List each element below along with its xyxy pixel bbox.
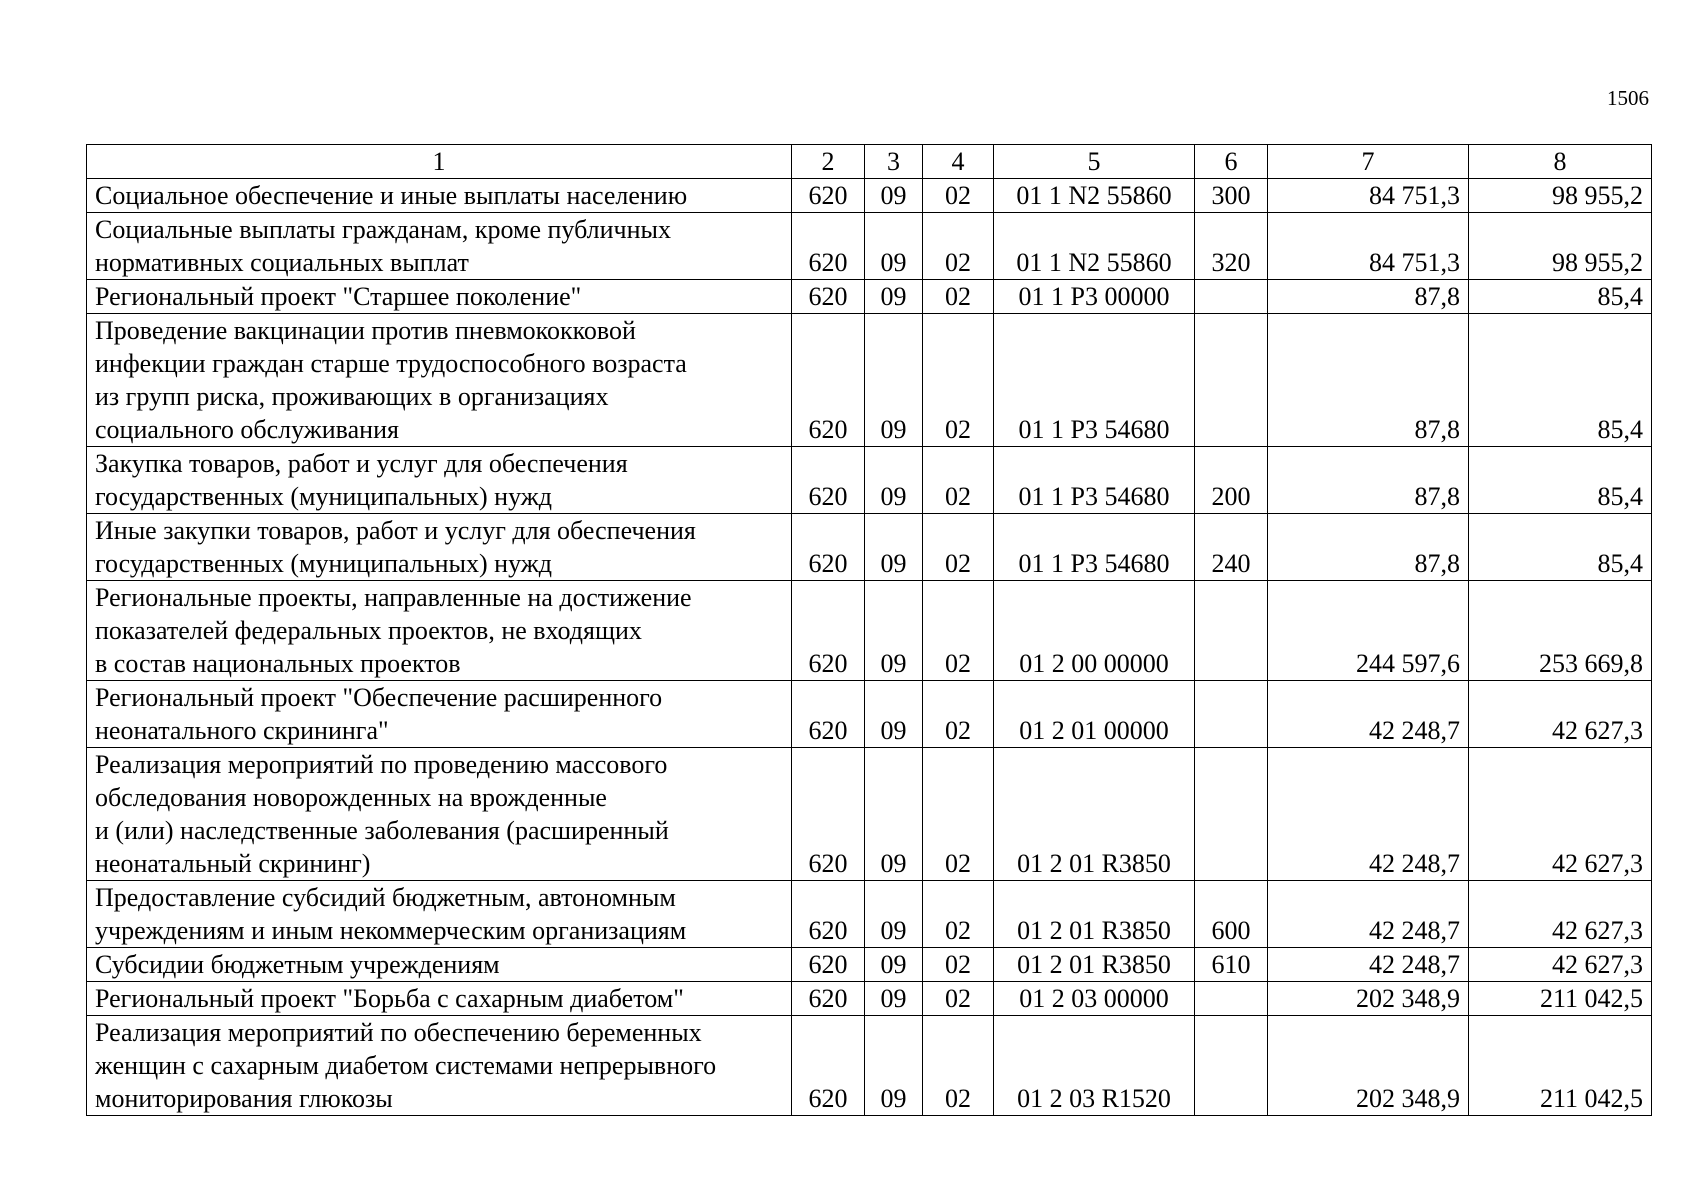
item-name-line: Социальные выплаты гражданам, кроме публичных	[95, 215, 671, 244]
section-code-cell: 09	[865, 948, 923, 982]
item-name-line: государственных (муниципальных) нужд	[95, 482, 552, 511]
subsection-code-cell: 02	[923, 514, 994, 581]
table-row	[87, 314, 1652, 447]
section-code-cell: 09	[865, 982, 923, 1016]
section-code-cell: 09	[865, 280, 923, 314]
item-name-line: Региональный проект "Старшее поколение"	[95, 282, 582, 311]
item-name-cell	[87, 213, 792, 280]
target-article-cell: 01 1 P3 54680	[994, 314, 1195, 447]
section-code-cell: 09	[865, 581, 923, 681]
item-name-line: Проведение вакцинации против пневмококковой	[95, 316, 636, 345]
target-article-cell: 01 2 01 R3850	[994, 748, 1195, 881]
header-cell-2: 2	[792, 145, 865, 179]
item-name-line: Региональный проект "Борьба с сахарным диабетом"	[95, 984, 684, 1013]
amount-col7-cell: 84 751,3	[1268, 213, 1469, 280]
subsection-code-cell: 02	[923, 213, 994, 280]
table-row	[87, 280, 1652, 314]
expense-type-cell: 300	[1195, 179, 1268, 213]
amount-col7-cell: 84 751,3	[1268, 179, 1469, 213]
section-code-cell: 09	[865, 514, 923, 581]
subsection-code-cell: 02	[923, 280, 994, 314]
section-code-cell: 09	[865, 748, 923, 881]
section-code-cell: 09	[865, 314, 923, 447]
subsection-code-cell: 02	[923, 447, 994, 514]
item-name-line: нормативных социальных выплат	[95, 248, 469, 277]
chapter-code-cell: 620	[792, 213, 865, 280]
expense-type-cell	[1195, 982, 1268, 1016]
table-row	[87, 514, 1652, 581]
subsection-code-cell: 02	[923, 1016, 994, 1116]
target-article-cell: 01 1 P3 54680	[994, 514, 1195, 581]
target-article-cell: 01 2 03 00000	[994, 982, 1195, 1016]
item-name-line: Реализация мероприятий по проведению массового	[95, 750, 668, 779]
expense-type-cell: 610	[1195, 948, 1268, 982]
subsection-code-cell: 02	[923, 982, 994, 1016]
item-name-line: социального обслуживания	[95, 415, 399, 444]
header-cell-4: 4	[923, 145, 994, 179]
target-article-cell: 01 1 P3 54680	[994, 447, 1195, 514]
item-name-line: Предоставление субсидий бюджетным, автономным	[95, 883, 676, 912]
table-row	[87, 681, 1652, 748]
chapter-code-cell: 620	[792, 948, 865, 982]
chapter-code-cell: 620	[792, 314, 865, 447]
item-name-cell	[87, 1016, 792, 1116]
expense-type-cell	[1195, 314, 1268, 447]
amount-col7-cell: 87,8	[1268, 314, 1469, 447]
subsection-code-cell: 02	[923, 581, 994, 681]
expense-type-cell	[1195, 280, 1268, 314]
table-row	[87, 447, 1652, 514]
chapter-code-cell: 620	[792, 982, 865, 1016]
target-article-cell: 01 2 01 R3850	[994, 948, 1195, 982]
item-name-cell	[87, 581, 792, 681]
item-name-cell	[87, 447, 792, 514]
section-code-cell: 09	[865, 881, 923, 948]
item-name-line: из групп риска, проживающих в организациях	[95, 382, 609, 411]
item-name-line: и (или) наследственные заболевания (расширенный	[95, 816, 669, 845]
budget-table	[86, 144, 1652, 1116]
target-article-cell: 01 1 N2 55860	[994, 213, 1195, 280]
target-article-cell: 01 2 01 00000	[994, 681, 1195, 748]
chapter-code-cell: 620	[792, 514, 865, 581]
amount-col8-cell: 85,4	[1469, 447, 1652, 514]
item-name-cell	[87, 314, 792, 447]
header-cell-6: 6	[1195, 145, 1268, 179]
target-article-cell: 01 2 03 R1520	[994, 1016, 1195, 1116]
table-row	[87, 213, 1652, 280]
item-name-cell	[87, 982, 792, 1016]
subsection-code-cell: 02	[923, 881, 994, 948]
table-row	[87, 581, 1652, 681]
chapter-code-cell: 620	[792, 881, 865, 948]
amount-col8-cell: 211 042,5	[1469, 1016, 1652, 1116]
item-name-line: Социальное обеспечение и иные выплаты населению	[95, 181, 688, 210]
item-name-line: инфекции граждан старше трудоспособного возраста	[95, 349, 687, 378]
section-code-cell: 09	[865, 213, 923, 280]
item-name-line: Региональные проекты, направленные на достижение	[95, 583, 692, 612]
chapter-code-cell: 620	[792, 748, 865, 881]
item-name-cell	[87, 514, 792, 581]
header-cell-8: 8	[1469, 145, 1652, 179]
amount-col8-cell: 42 627,3	[1469, 881, 1652, 948]
item-name-cell	[87, 280, 792, 314]
item-name-line: Субсидии бюджетным учреждениям	[95, 950, 500, 979]
item-name-line: Иные закупки товаров, работ и услуг для обеспечения	[95, 516, 696, 545]
amount-col7-cell: 42 248,7	[1268, 681, 1469, 748]
section-code-cell: 09	[865, 1016, 923, 1116]
amount-col7-cell: 87,8	[1268, 514, 1469, 581]
amount-col7-cell: 42 248,7	[1268, 948, 1469, 982]
item-name-cell	[87, 681, 792, 748]
amount-col8-cell: 42 627,3	[1469, 948, 1652, 982]
item-name-line: мониторирования глюкозы	[95, 1084, 393, 1113]
subsection-code-cell: 02	[923, 179, 994, 213]
table-row	[87, 179, 1652, 213]
target-article-cell: 01 1 P3 00000	[994, 280, 1195, 314]
subsection-code-cell: 02	[923, 948, 994, 982]
amount-col7-cell: 244 597,6	[1268, 581, 1469, 681]
amount-col8-cell: 98 955,2	[1469, 213, 1652, 280]
expense-type-cell	[1195, 748, 1268, 881]
amount-col7-cell: 87,8	[1268, 447, 1469, 514]
section-code-cell: 09	[865, 447, 923, 514]
section-code-cell: 09	[865, 179, 923, 213]
amount-col8-cell: 98 955,2	[1469, 179, 1652, 213]
amount-col8-cell: 85,4	[1469, 514, 1652, 581]
amount-col8-cell: 253 669,8	[1469, 581, 1652, 681]
table-row	[87, 881, 1652, 948]
amount-col8-cell: 211 042,5	[1469, 982, 1652, 1016]
subsection-code-cell: 02	[923, 748, 994, 881]
item-name-cell	[87, 881, 792, 948]
header-row	[87, 145, 1652, 179]
chapter-code-cell: 620	[792, 447, 865, 514]
item-name-line: государственных (муниципальных) нужд	[95, 549, 552, 578]
amount-col7-cell: 202 348,9	[1268, 1016, 1469, 1116]
item-name-cell	[87, 748, 792, 881]
page-number: 1506	[1607, 86, 1649, 110]
chapter-code-cell: 620	[792, 179, 865, 213]
header-cell-5: 5	[994, 145, 1195, 179]
expense-type-cell: 240	[1195, 514, 1268, 581]
item-name-line: Реализация мероприятий по обеспечению беременных	[95, 1018, 702, 1047]
chapter-code-cell: 620	[792, 280, 865, 314]
expense-type-cell: 320	[1195, 213, 1268, 280]
amount-col7-cell: 87,8	[1268, 280, 1469, 314]
item-name-line: в состав национальных проектов	[95, 649, 461, 678]
chapter-code-cell: 620	[792, 681, 865, 748]
target-article-cell: 01 1 N2 55860	[994, 179, 1195, 213]
amount-col8-cell: 42 627,3	[1469, 748, 1652, 881]
item-name-cell	[87, 179, 792, 213]
expense-type-cell	[1195, 681, 1268, 748]
table-row	[87, 748, 1652, 881]
item-name-line: обследования новорожденных на врожденные	[95, 783, 607, 812]
chapter-code-cell: 620	[792, 581, 865, 681]
amount-col8-cell: 85,4	[1469, 314, 1652, 447]
chapter-code-cell: 620	[792, 1016, 865, 1116]
item-name-line: неонатального скрининга"	[95, 716, 389, 745]
target-article-cell: 01 2 01 R3850	[994, 881, 1195, 948]
item-name-line: женщин с сахарным диабетом системами непрерывного	[95, 1051, 717, 1080]
expense-type-cell: 600	[1195, 881, 1268, 948]
table-row	[87, 1016, 1652, 1116]
table-body	[87, 179, 1652, 1116]
amount-col7-cell: 42 248,7	[1268, 748, 1469, 881]
item-name-line: учреждениям и иным некоммерческим организациям	[95, 916, 687, 945]
item-name-line: неонатальный скрининг)	[95, 849, 371, 878]
amount-col7-cell: 202 348,9	[1268, 982, 1469, 1016]
expense-type-cell	[1195, 581, 1268, 681]
subsection-code-cell: 02	[923, 681, 994, 748]
header-cell-7: 7	[1268, 145, 1469, 179]
section-code-cell: 09	[865, 681, 923, 748]
item-name-line: Закупка товаров, работ и услуг для обеспечения	[95, 449, 628, 478]
header-cell-3: 3	[865, 145, 923, 179]
expense-type-cell	[1195, 1016, 1268, 1116]
target-article-cell: 01 2 00 00000	[994, 581, 1195, 681]
header-cell-1: 1	[87, 145, 792, 179]
expense-type-cell: 200	[1195, 447, 1268, 514]
item-name-cell	[87, 948, 792, 982]
subsection-code-cell: 02	[923, 314, 994, 447]
amount-col8-cell: 42 627,3	[1469, 681, 1652, 748]
item-name-line: Региональный проект "Обеспечение расширенного	[95, 683, 663, 712]
table-row	[87, 982, 1652, 1016]
table-row	[87, 948, 1652, 982]
item-name-line: показателей федеральных проектов, не входящих	[95, 616, 642, 645]
amount-col8-cell: 85,4	[1469, 280, 1652, 314]
amount-col7-cell: 42 248,7	[1268, 881, 1469, 948]
